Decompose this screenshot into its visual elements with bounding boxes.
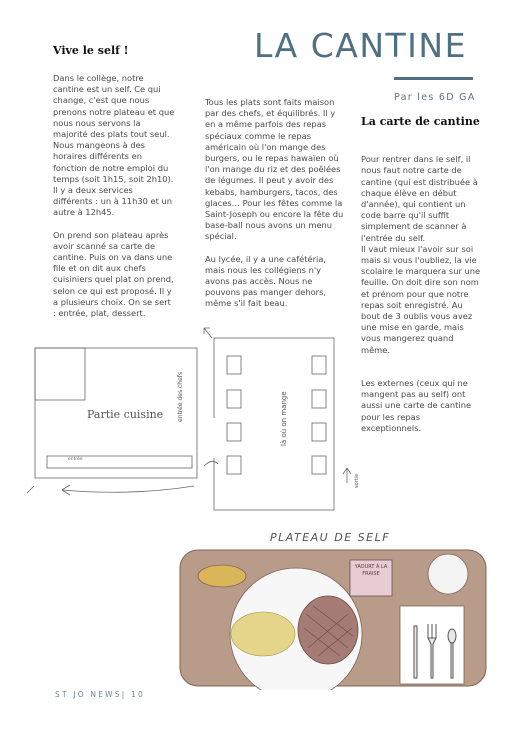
paragraph: Tous les plats sont faits maison par des chefs, et équilibrés. Il y en a même parfois des repas spéciaux comme le repas américain où l'on mange des burgers, ou le repas hawaïen où l'on mange du riz et des poêlées de légumes. Il peut y avoir des kebabs, hamburgers, tacos, des glaces… Pour les fêtes comme la Saint-Joseph ou encore la fête du base-ball nous avons un menu spécial.: [205, 97, 344, 242]
plan-arrow: [204, 328, 212, 338]
page-title: LA CANTINE: [254, 26, 467, 65]
paragraph: Les externes (ceux qui ne mangent pas au self) ont aussi une carte de cantine pour les repas exceptionnels.: [361, 378, 472, 433]
column-3: [361, 115, 481, 456]
paragraph: Pour rentrer dans le self, il nous faut notre carte de cantine (qui est distribuée à chaque élève en début d'année), qui contient un code barre qu'il suffit simplement de scanner à l'entrée du self. Il vaut mieux l'avoir sur soi mais si vous l'oubliez, la vie scolaire le marquera sur une feuille. On doit dire son nom et prénom pour que notre repas soit enregistré. Au bout de 3 oublis vous avez une mise en garde, mais vous mangerez quand même.: [361, 154, 481, 355]
plan-storage-room: [35, 348, 85, 400]
paragraph: Au lycée, il y a une cafétéria, mais nous les collégiens n'y avons pas accès. Nous ne pouvons pas manger dehors, même s'il fait beau.: [205, 253, 327, 309]
column-2: [205, 97, 345, 321]
plan-table: [312, 356, 326, 374]
bread-roll: [198, 565, 246, 587]
byline: Par les 6D GA: [394, 92, 476, 103]
plan-table: [312, 423, 326, 441]
column-1-body: [53, 73, 175, 319]
knife-icon: [414, 626, 417, 678]
title-divider: [394, 77, 473, 80]
spoon-icon: [448, 629, 456, 643]
plan-path-arrow: [62, 486, 194, 492]
plan-dining-room: [214, 338, 334, 510]
plan-arrow: [27, 486, 34, 493]
column-3-body: [361, 143, 481, 456]
plan-table: [312, 456, 326, 474]
yogurt-label: YAOURT À LA FRAISE: [354, 564, 388, 577]
plan-exit-arrow: [343, 468, 351, 483]
plan-table: [227, 390, 241, 408]
paragraph: Dans le collège, notre cantine est un self. Ce qui change, c'est que nous prenons notre plateau et que nous nous servons la majorité des plats tout seul. Nous mangeons à des horaires différents en fonction de notre emploi du temps (soit 1h15, soit 2h10). Il y a deux services différents : un à 11h30 et un autre à 12h45.: [53, 73, 175, 218]
column-2-body: [205, 97, 345, 310]
plan-table: [227, 356, 241, 374]
paragraph: On prend son plateau après avoir scanné sa carte de cantine. Puis on va dans une file et on dit aux chefs cuisiniers quel plat on prend, selon ce qui est proposé. Il y a plusieurs choix. On se sert : entrée, plat, dessert.: [53, 229, 174, 319]
plan-dining-label: là où on mange: [280, 391, 288, 446]
column-1: [53, 44, 175, 330]
cafeteria-floor-plan-drawing: [22, 318, 362, 518]
page-footer: ST JO NEWS| 10: [55, 690, 146, 699]
plan-table: [312, 390, 326, 408]
self-tray-drawing: [178, 548, 490, 690]
plan-table: [227, 456, 241, 474]
side-dish-bowl: [428, 554, 468, 594]
plan-kitchen-label: Partie cuisine: [87, 408, 164, 421]
plan-vertical-label: entrée des chefs: [177, 371, 184, 422]
plan-arrow: [204, 461, 218, 466]
plan-exit-label: sortie: [354, 473, 360, 488]
tray-caption: PLATEAU DE SELF: [270, 531, 391, 544]
section-heading-self: Vive le self !: [53, 44, 129, 57]
section-heading-card: La carte de cantine: [361, 115, 480, 128]
plan-counter-label: entrée: [68, 457, 83, 462]
mashed-potatoes: [231, 612, 295, 656]
plan-table: [227, 423, 241, 441]
